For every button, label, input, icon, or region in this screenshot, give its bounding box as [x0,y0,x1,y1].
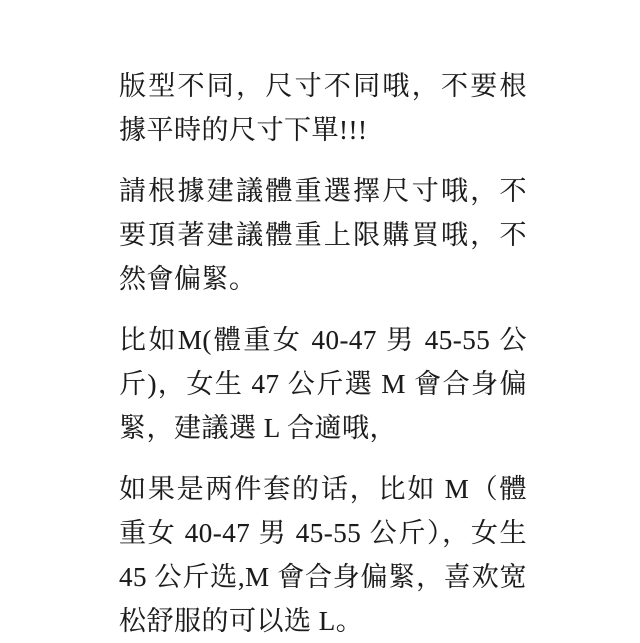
size-notice-text-block [119,64,527,643]
notice-paragraph-example-single: 比如M(體重女 40-47 男 45-55 公斤)，女生 47 公斤選 M 會合身偏緊，建議選 L 合適哦， [119,325,527,443]
notice-paragraph-weight-advice: 請根據建議體重選擇尺寸哦，不要頂著建議體重上限購買哦，不然會偏緊。 [119,176,527,294]
notice-paragraph-sizing-warning: 版型不同，尺寸不同哦，不要根據平時的尺寸下單!!! [119,71,527,145]
notice-paragraph-example-two-piece: 如果是两件套的话，比如 M（體重女 40-47 男 45-55 公斤），女生 45 公斤选,M 會合身偏緊，喜欢宽松舒服的可以选 L。 [119,474,527,636]
